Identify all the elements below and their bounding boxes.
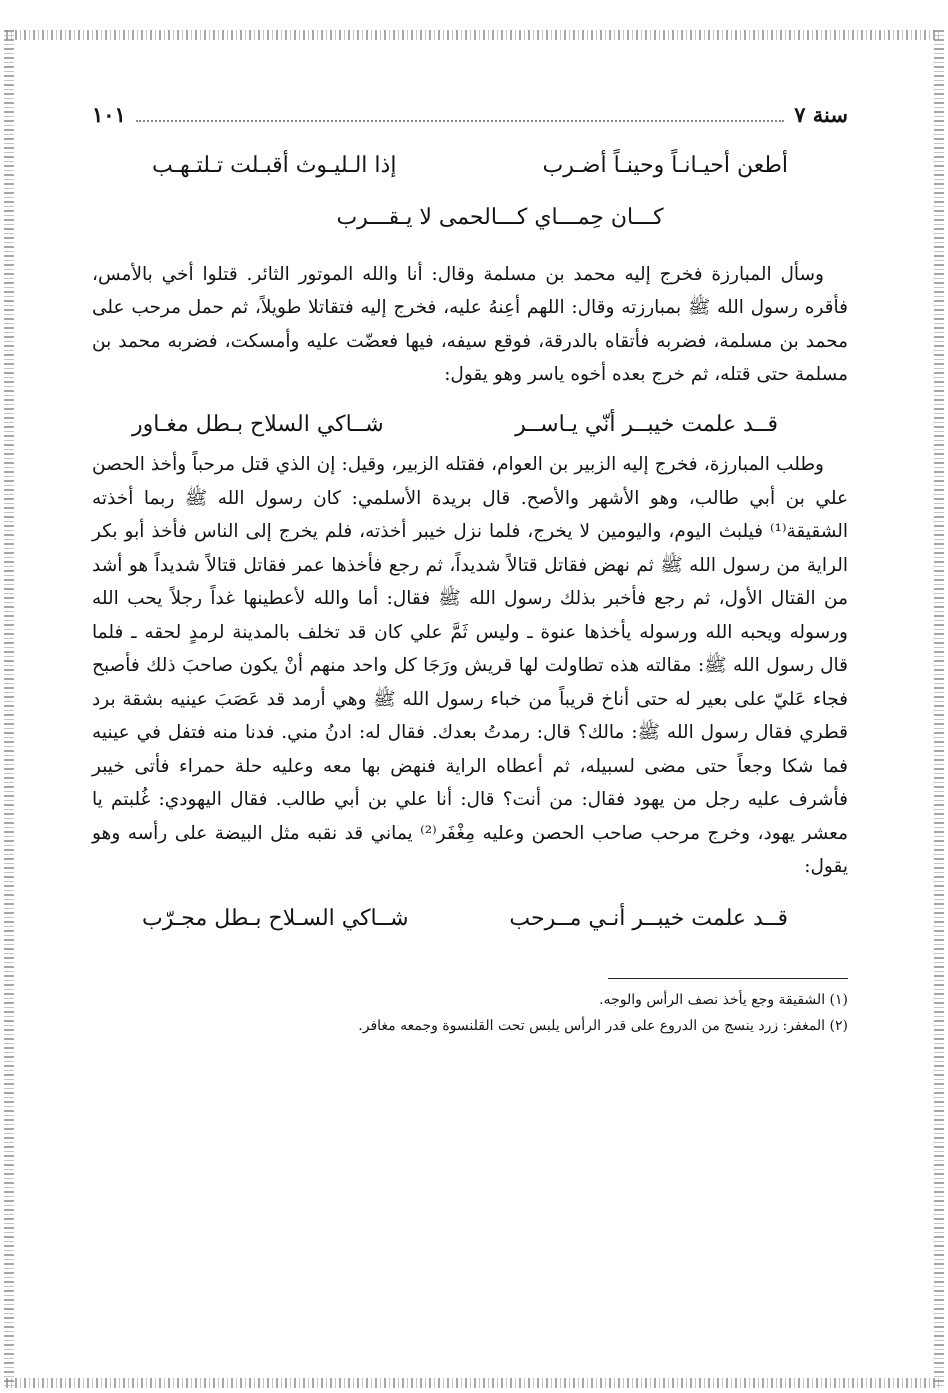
footnote-separator bbox=[608, 978, 848, 979]
verse-3-first-hemistich: قــد علمت خيبــر أنّي يـاســر bbox=[515, 411, 778, 437]
poem-verse-3 bbox=[92, 412, 848, 438]
poem-verse-1 bbox=[92, 153, 848, 179]
decorative-border-top bbox=[6, 30, 942, 40]
verse-4-first-hemistich: قــد علمت خيبــر أنـي مــرحب bbox=[509, 905, 788, 931]
poem-verse-2 bbox=[92, 205, 848, 231]
book-page bbox=[92, 95, 848, 1039]
body-paragraph-1: وسأل المبارزة فخرج إليه محمد بن مسلمة وقال: أنا والله الموتور الثائر. قتلوا أخي بالأمس، فأقره رسول الله ﷺ بمبارزته وقال: اللهم أعِنهُ عليه، فخرج إليه فتقاتلا طويلاً، ثم حمل مرحب على محمد بن مسلمة، فضربه فأتقاه بالدرقة، فوقع سيفه، فيها فعضّت عليه وأمسكت، فضربه محمد بن مسلمة حتى قتله، ثم خرج بعده أخوه ياسر وهو يقول: bbox=[92, 263, 848, 386]
verse-1-first-hemistich: أطعن أحيـانـاً وحينـاً أضـرب bbox=[542, 153, 788, 178]
decorative-border-bottom bbox=[6, 1378, 942, 1388]
verse-2-line: كـــان حِمـــاي كـــالحمى لا يـقـــرب bbox=[336, 205, 664, 231]
page-number: ١٠١ bbox=[92, 101, 126, 127]
year-label: سنة ٧ bbox=[794, 101, 848, 127]
body-paragraph-2: وطلب المبارزة، فخرج إليه الزبير بن العوام، فقتله الزبير، وقيل: إن الذي قتل مرحباً وأخذ الحصن علي بن أبي طالب، وهو الأشهر والأصح. قال بريدة الأسلمي: كان رسول الله ﷺ ربما أخذته الشقيقة⁽¹⁾ فيلبث اليوم، واليومين لا يخرج، فلما نزل خيبر أخذته، فلم يخرج إلى الناس فأخذ أبو بكر الراية من رسول الله ﷺ ثم نهض فقاتل قتالاً شديداً، ثم رجع فأخذها عمر فقاتل قتالاً شديداً هو أشد من القتال الأول، ثم رجع فأخبر بذلك رسول الله ﷺ فقال: أما والله لأعطينها غداً رجلاً يحب الله ورسوله ويحبه الله ورسوله يأخذها عنوة ـ وليس ثَمَّ علي كان قد تخلف بالمدينة لرمدٍ لحقه ـ فلما قال رسول الله ﷺ: مقالته هذه تطاولت لها قريش ورَجَا كل واحد منهم أنْ يكون صاحبَ ذلك فأصبح فجاء عَليّ على بعير له حتى أناخ قريباً من خباء رسول الله ﷺ وهي أرمد قد عَصَبَ عينيه بشقة برد قطري فقال رسول الله ﷺ: مالك؟ قال: رمدتُ بعدك. فقال له: ادنُ مني. فدنا منه فتفل في عينيه فما شكا وجعاً حتى مضى لسبيله، ثم أعطاه الراية فنهض بها معه وعليه حلة حمراء فأتى خيبر فأشرف عليه رجل من يهود فقال: من أنت؟ قال: أنا علي بن أبي طالب. فقال اليهودي: غُلبتم يا معشر يهود، وخرج مرحب صاحب الحصن وعليه مِغْفَر⁽²⁾ يماني قد نقبه مثل البيضة على رأسه وهو يقول: bbox=[92, 454, 848, 878]
footnote-1: (١) الشقيقة وجع يأخذ نصف الرأس والوجه. bbox=[599, 992, 848, 1009]
poem-verse-4 bbox=[92, 906, 848, 932]
decorative-border-left bbox=[4, 30, 14, 1387]
running-header bbox=[92, 95, 848, 133]
verse-1-second-hemistich: إذا الـليـوث أقبـلت تـلتـهـب bbox=[152, 153, 397, 178]
decorative-border-right bbox=[934, 30, 944, 1387]
header-dotted-leader bbox=[136, 106, 784, 122]
verse-4-second-hemistich: شــاكي السـلاح بـطل مجـرّب bbox=[142, 905, 409, 931]
footnote-2: (٢) المغفر: زرد ينسج من الدروع على قدر الرأس يلبس تحت القلنسوة وجمعه مغافر. bbox=[358, 1018, 848, 1035]
verse-3-second-hemistich: شــاكي السلاح بـطل مغـاور bbox=[132, 411, 384, 437]
